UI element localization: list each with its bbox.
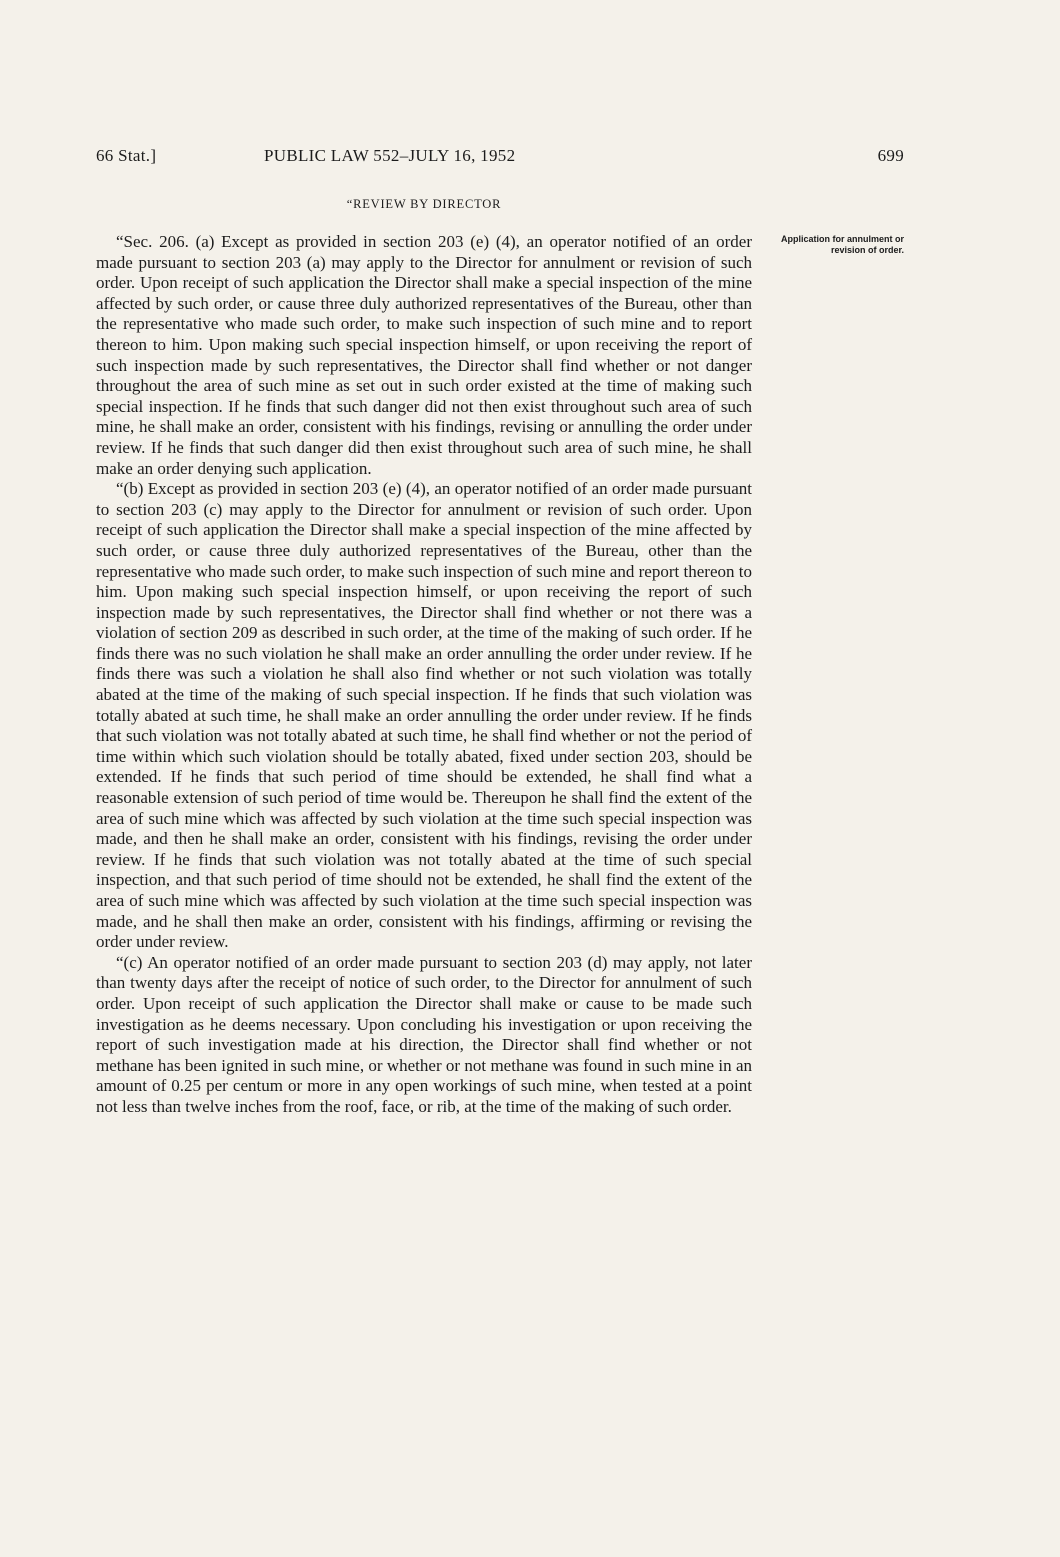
body-text [96,232,752,1118]
page-header [96,146,904,168]
section-heading: “REVIEW BY DIRECTOR [346,197,502,211]
volume-citation: 66 Stat.] [96,146,157,165]
paragraph-a: “Sec. 206. (a) Except as provided in section 203 (e) (4), an operator notified of an order made pursuant to section 203 (a) may apply to the Director for annulment or revision of such order. Upon receipt of such application the Director shall make a special inspection of the mine affected by such order, or cause three duly authorized representatives of the Bureau, other than the representative who made such order, to make such inspection of such mine and to report thereon to him. Upon making such special inspection himself, or upon receiving the report of such inspection made by such representatives, the Director shall find whether or not danger throughout the area of such mine as set out in such order existed at the time of making such special inspection. If he finds that such danger did not then exist throughout such area of such mine, he shall make an order, consistent with his findings, revising or annulling the order under review. If he finds that such danger did then exist throughout such area of such mine, he shall make an order denying such application. [96,232,752,478]
margin-note: Application for annulment or revision of order. [781,234,904,255]
running-title: PUBLIC LAW 552–JULY 16, 1952 [264,146,516,165]
paragraph-c: “(c) An operator notified of an order made pursuant to section 203 (d) may apply, not later than twenty days after the receipt of notice of such order, to the Director for annulment of such order. Upon receipt of such application the Director shall make or cause to be made such investigation as he deems necessary. Upon concluding his investigation or upon receiving the report of such investigation made at his direction, the Director shall find whether or not methane has been ignited in such mine, or whether or not methane was found in such mine in an amount of 0.25 per centum or more in any open workings of such mine, when tested at a point not less than twelve inches from the roof, face, or rib, at the time of the making of such order. [96,952,752,1116]
page-number: 699 [877,146,904,165]
paragraph-b: “(b) Except as provided in section 203 (e) (4), an operator notified of an order made pursuant to section 203 (c) may apply to the Director for annulment or revision of such order. Upon receipt of such application the Director shall make a special inspection of the mine affected by such order, or cause three duly authorized representatives of the Bureau, other than the representative who made such order, to make such inspection of such mine and report thereon to him. Upon making such special inspection himself, or upon receiving the report of such inspection made by such representatives, the Director shall find whether or not there was a violation of section 209 as described in such order, at the time of the making of such order. If he finds there was no such violation he shall make an order annulling the order under review. If he finds there was such a violation he shall also find whether or not such violation was totally abated at the time of the making of such special inspection. If he finds that such violation was totally abated at such time, he shall make an order annulling the order under review. If he finds that such violation was not totally abated at such time, he shall find whether or not the period of time within which such violation should be totally abated, fixed under section 203, should be extended. If he finds that such period of time should be extended, he shall find what a reasonable extension of such period of time would be. Thereupon he shall find the extent of the area of such mine which was affected by such violation at the time such special inspection was made, and then he shall make an order, consistent with his findings, revising the order under review. If he finds that such violation was not totally abated at the time of such special inspection, and that such period of time should not be extended, he shall find the extent of the area of such mine which was affected by such violation at the time such special inspection was made, and he shall then make an order, consistent with his findings, affirming or revising the order under review. [96,479,752,952]
